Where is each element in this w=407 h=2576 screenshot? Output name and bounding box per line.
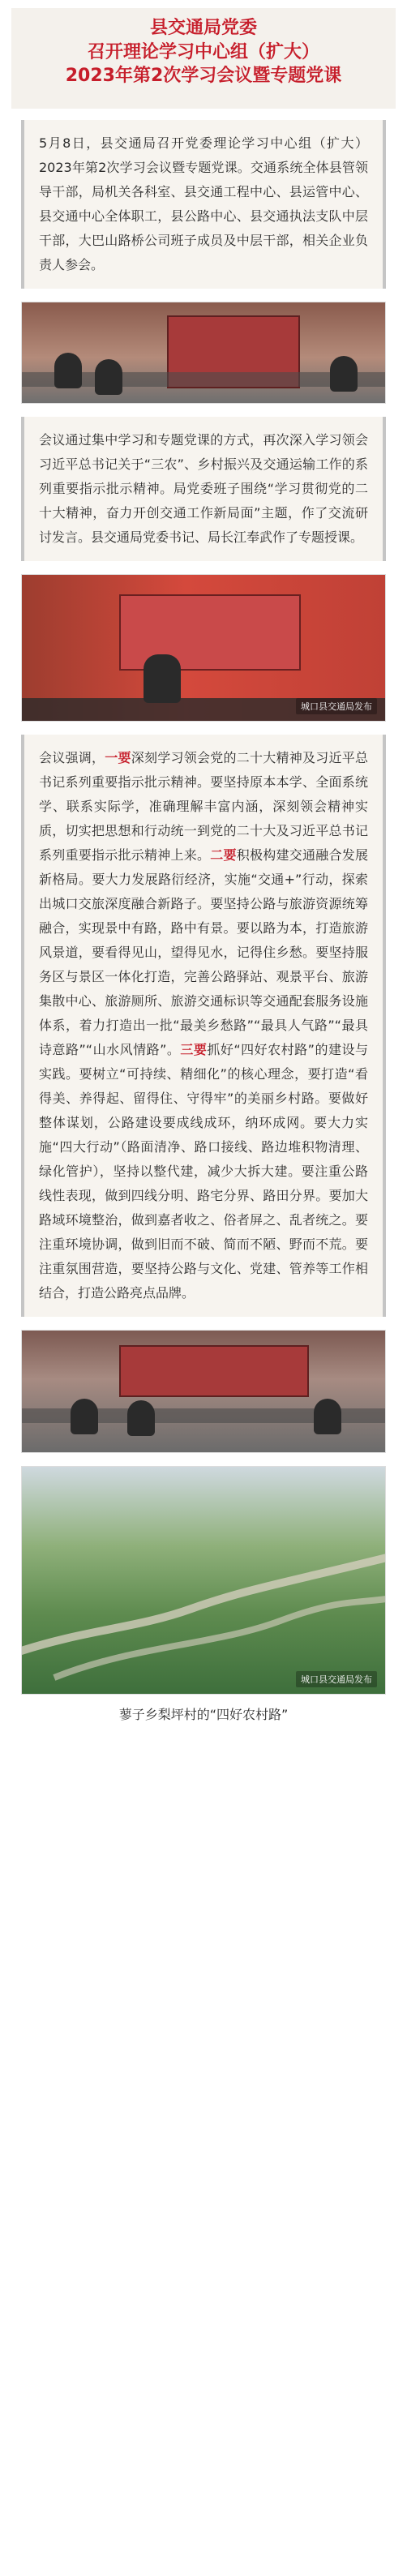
- paragraph-1: 5月8日，县交通局召开党委理论学习中心组（扩大）2023年第2次学习会议暨专题党课。交通系统全体县管领导干部，局机关各科室、县交通工程中心、县运管中心、县交通中心全体职工，县公路中心、县交通执法支队中层干部，大巴山路桥公司班子成员及中层干部，相关企业负责人参会。: [39, 135, 368, 272]
- para4-rest: 积极构建交通融合发展新格局。要大力发展路衍经济，实施“交通+”行动，探索出城口交旅深度融合新路子。要坚持公路与旅游资源统筹融合，实现景中有路，路中有景。要以路为本，打造旅游风景道，要看得见山，望得见水，记得住乡愁。要坚持服务区与景区一体化打造，完善公路驿站、观景平台、旅游集散中心、旅游厕所、旅游交通标识等交通配套服务设施体系，着力打造出一批“最美乡愁路”“最具人气路”“最具诗意路”“山水风情路”。: [39, 847, 368, 1057]
- photo-watermark: 城口县交通局发布: [296, 698, 377, 714]
- photo-3-person: [314, 1399, 341, 1434]
- text-card-3: [21, 735, 386, 1317]
- para4-strong: 二要: [210, 847, 237, 863]
- header-line-3: 2023年第2次学习会议暨专题党课: [65, 66, 342, 87]
- photo-1-person: [330, 356, 358, 392]
- photo-2-speaker: [144, 654, 181, 703]
- para3-lead: 会议强调，: [39, 750, 105, 765]
- text-card-2: [21, 417, 386, 561]
- para5-strong: 三要: [180, 1042, 208, 1057]
- photo-village-road: [21, 1466, 386, 1695]
- para5-rest: 抓好“四好农村路”的建设与实践。要树立“可持续、精细化”的核心理念，要打造“看得美、养得起、留得住、守得牢”的美丽乡村路。要做好整体谋划，公路建设要成线成环，纳环成网。要大力实施“四大行动”（路面清净、路口接线、路边堆积物清理、绿化管护），坚持以整代建，减少大拆大建。要注重公路线性表现，做到四线分明、路宅分界、路田分界。要加大路域环境整治，做到嘉者收之、俗者屏之、乱者统之。要注重环境协调，做到旧而不破、简而不陋、野而不荒。要注重氛围营造，要坚持公路与文化、党建、管养等工作相结合，打造公路亮点品牌。: [39, 1042, 368, 1301]
- photo-meeting-2: [21, 1330, 386, 1453]
- paragraph-2: 会议通过集中学习和专题党课的方式，再次深入学习领会习近平总书记关于“三农”、乡村振兴及交通运输工作的系列重要指示批示精神。局党委班子围绕“学习贯彻党的二十大精神，奋力开创交通工作新局面”主题，作了交流研讨发言。县交通局党委书记、局长江奉武作了专题授课。: [39, 432, 368, 545]
- photo-3-screen: [119, 1345, 309, 1397]
- para3-strong-1: 一要: [105, 750, 131, 765]
- text-card-1: [21, 120, 386, 289]
- header-line-2: 召开理论学习中心组（扩大）: [87, 41, 319, 62]
- article-header: [11, 8, 396, 109]
- header-line-1: 县交通局党委: [149, 18, 257, 38]
- photo-caption: 蓼子乡梨坪村的“四好农村路”: [118, 1707, 289, 1722]
- photo-3-person: [127, 1400, 155, 1436]
- photo-1-person: [54, 353, 82, 388]
- photo-meeting-1: [21, 302, 386, 404]
- paragraph-3: [24, 735, 383, 1317]
- photo-1-person: [95, 359, 122, 395]
- photo-watermark: 城口县交通局发布: [296, 1671, 377, 1687]
- photo-4-road: [22, 1467, 385, 1694]
- para3-rest: 深刻学习领会党的二十大精神及习近平总书记系列重要指示批示精神。要坚持原本本学、全面系统学、联系实际学，准确理解丰富内涵，深刻领会精神实质，切实把思想和行动统一到党的二十大及习近平总书记系列重要指示批示精神上来。: [39, 750, 368, 863]
- photo-speaker: [21, 574, 386, 722]
- photo-3-person: [71, 1399, 98, 1434]
